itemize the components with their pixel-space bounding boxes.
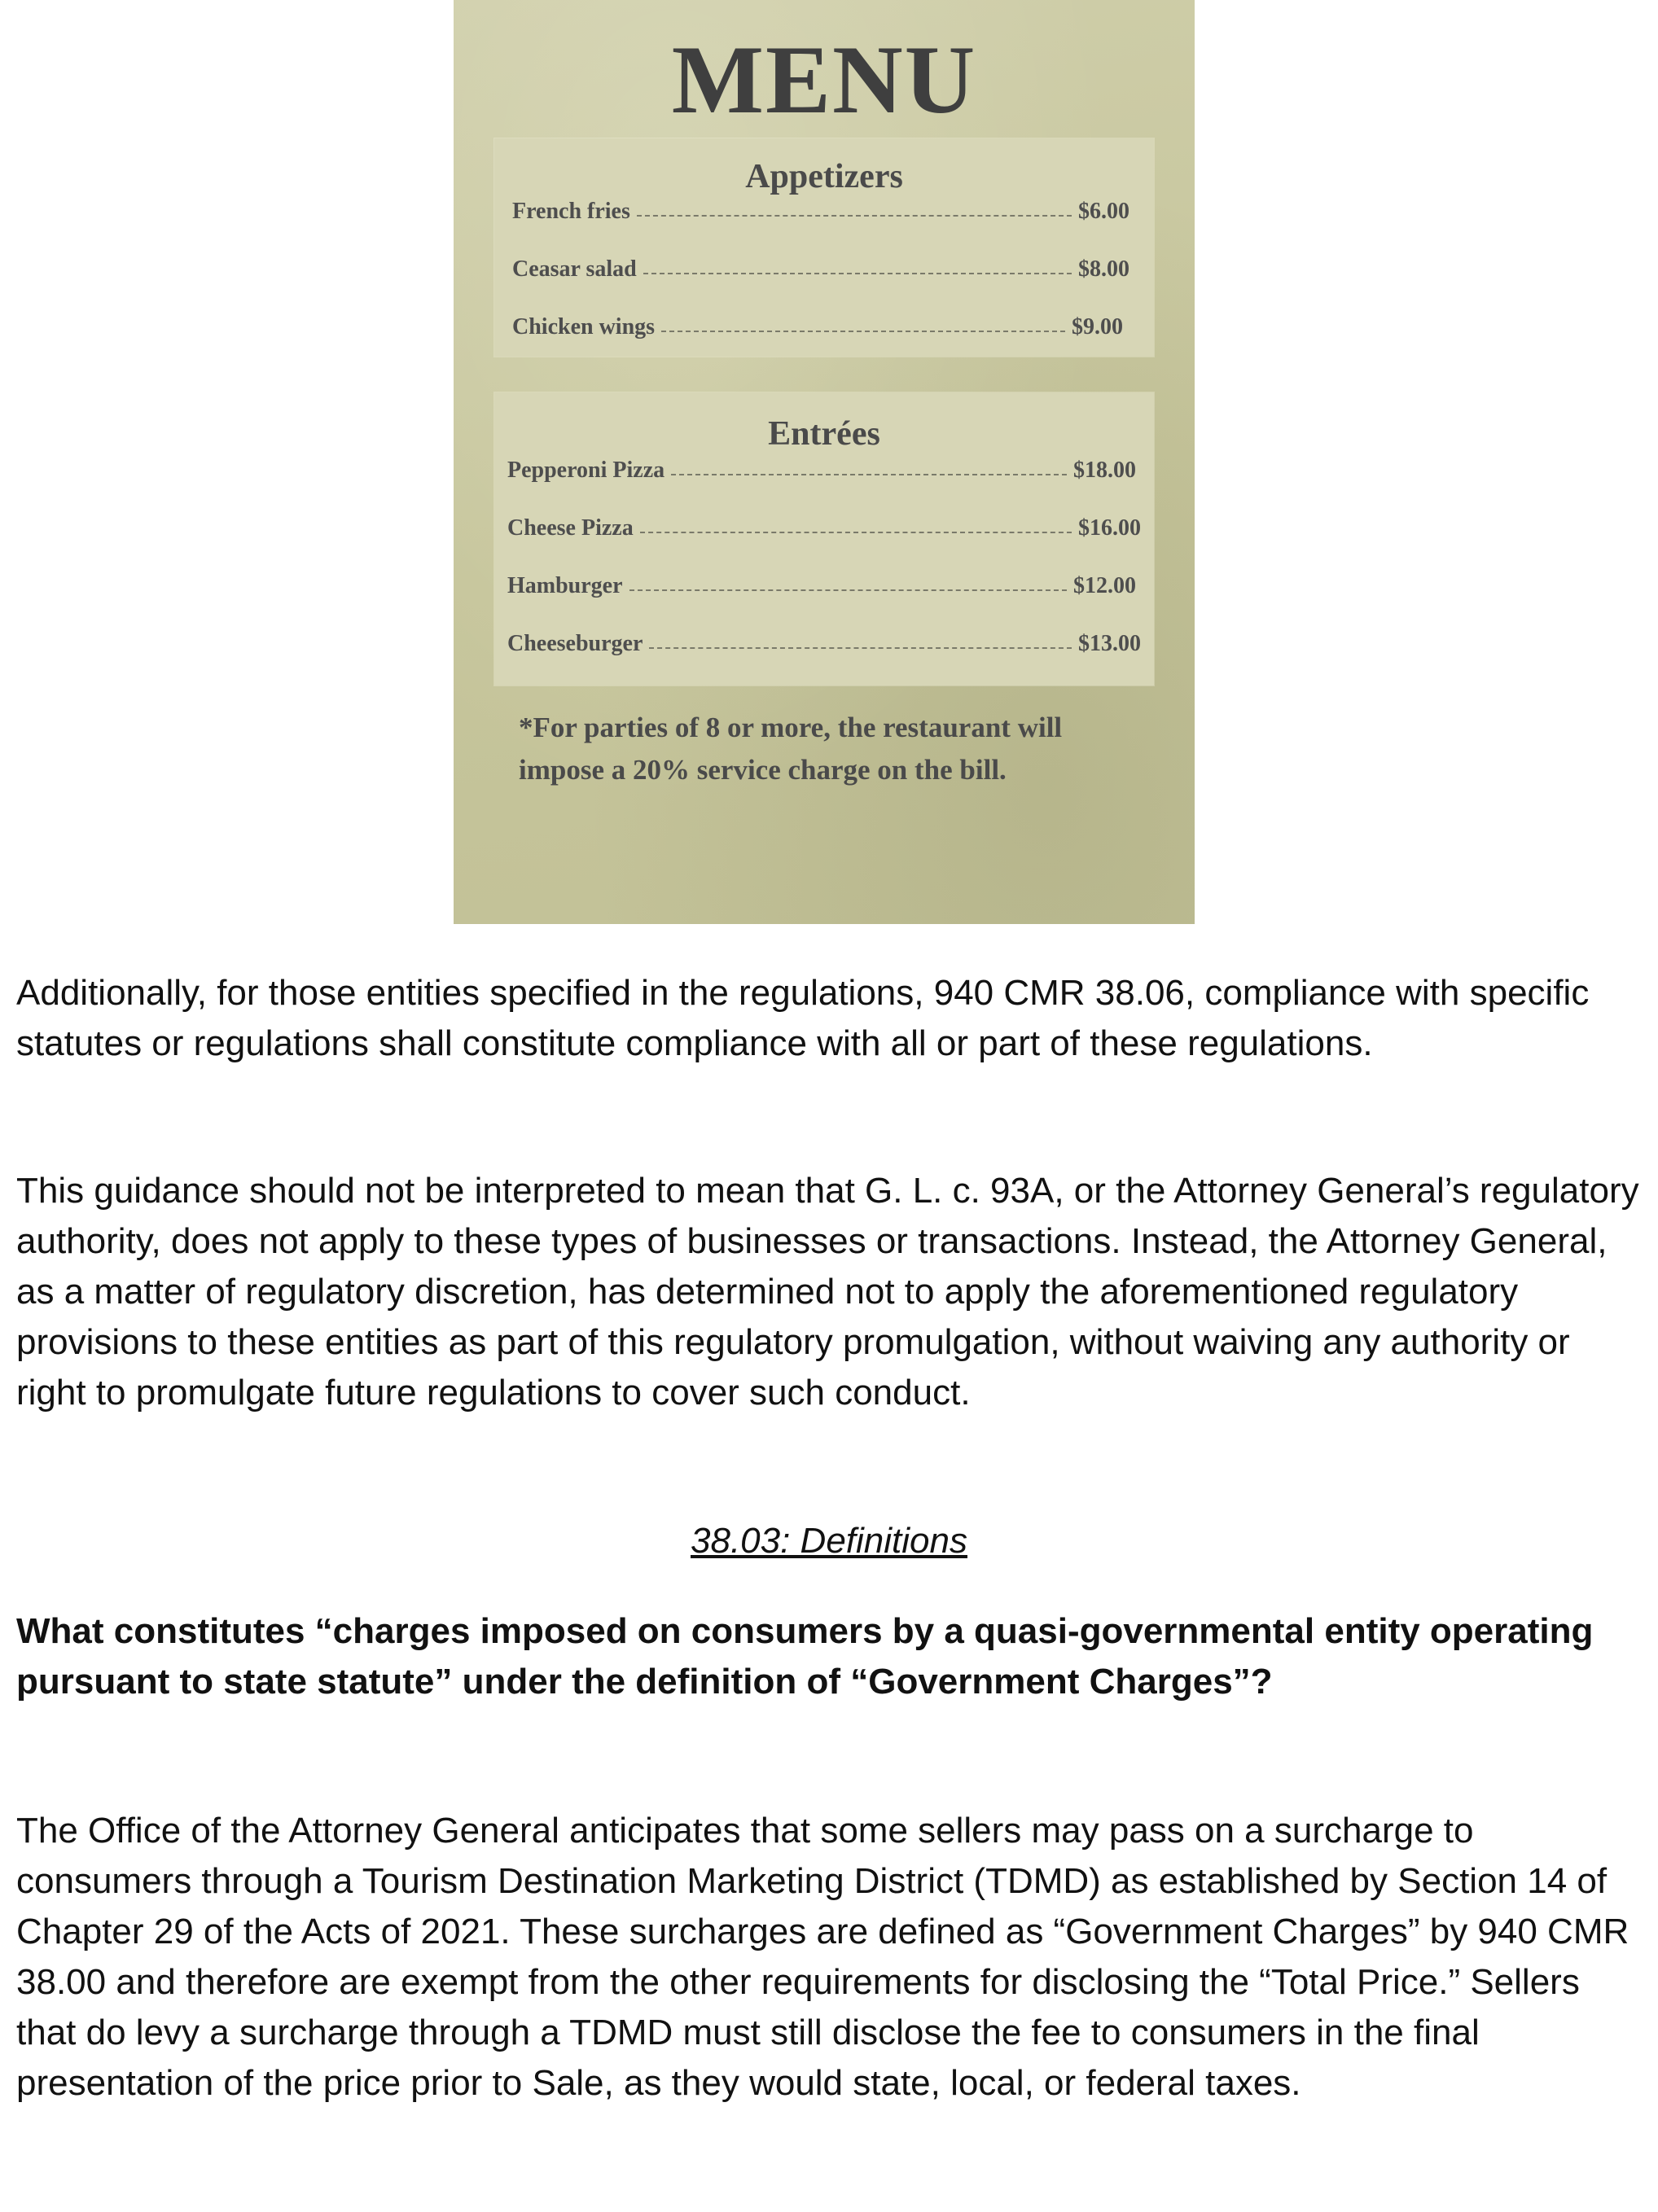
menu-item-price: $9.00: [1072, 314, 1123, 339]
menu-image: [454, 0, 1195, 924]
entrees-heading: Entrées: [768, 415, 880, 453]
menu-item: [507, 456, 1136, 484]
service-charge-note: *For parties of 8 or more, the restaurant will impose a 20% service charge on the bill.: [519, 712, 1063, 786]
leader-dots: [671, 474, 1067, 475]
entrees-panel: [494, 392, 1154, 686]
menu-item-name: Cheese Pizza: [507, 515, 634, 541]
menu-item-name: French fries: [512, 199, 630, 224]
leader-dots: [629, 589, 1067, 591]
menu-item-name: Hamburger: [507, 573, 623, 598]
leader-dots: [649, 647, 1072, 649]
menu-item-price: $12.00: [1073, 573, 1136, 598]
leader-dots: [643, 273, 1072, 274]
paragraph-compliance: Additionally, for those entities specified in the regulations, 940 CMR 38.06, compliance with specific statutes or regulations shall constitute compliance with all or part of these regulations.: [16, 973, 1590, 1063]
menu-item: [507, 514, 1141, 541]
menu-item-price: $13.00: [1078, 631, 1141, 656]
leader-dots: [640, 532, 1072, 533]
faq-question: What constitutes “charges imposed on consumers by a quasi-governmental entity operating pursuant to state statute” under the definition of “Government Charges”?: [16, 1611, 1594, 1702]
paragraph-guidance: This guidance should not be interpreted to mean that G. L. c. 93A, or the Attorney General’s regulatory authority, does not apply to these types of businesses or transactions. Instead, the Attorney General, as a matter of regulatory discretion, has determined not to apply the aforementioned regulatory provisions to these entities as part of this regulatory promulgation, without waiving any authority or right to promulgate future regulations to cover such conduct.: [16, 1171, 1639, 1413]
menu-item-price: $6.00: [1078, 199, 1129, 224]
menu-item: [512, 197, 1129, 225]
menu-item-name: Cheeseburger: [507, 631, 643, 656]
menu-item-name: Pepperoni Pizza: [507, 458, 665, 483]
menu-item: [507, 572, 1136, 599]
menu-item-name: Ceasar salad: [512, 256, 637, 282]
section-heading-definitions: 38.03: Definitions: [691, 1521, 967, 1561]
menu-item-price: $16.00: [1078, 515, 1141, 541]
appetizers-heading: Appetizers: [745, 158, 903, 195]
leader-dots: [661, 331, 1065, 332]
menu-item-name: Chicken wings: [512, 314, 656, 339]
appetizers-panel: [494, 138, 1154, 357]
menu-item: [512, 255, 1129, 283]
leader-dots: [637, 215, 1072, 217]
paragraph-answer: The Office of the Attorney General anticipates that some sellers may pass on a surcharge to consumers through a Tourism Destination Marketing District (TDMD) as established by Section 14 of Chapter 29 of the Acts of 2021. These surcharges are defined as “Government Charges” by 940 CMR 38.00 and therefore are exempt from the other requirements for disclosing the “Total Price.” Sellers that do levy a surcharge through a TDMD must still disclose the fee to consumers in the final presentation of the price prior to Sale, as they would state, local, or federal taxes.: [16, 1811, 1629, 2103]
menu-item: [507, 629, 1141, 657]
menu-title: MENU: [671, 25, 977, 134]
menu-item: [512, 313, 1123, 340]
menu-item-price: $8.00: [1078, 256, 1129, 282]
menu-item-price: $18.00: [1073, 458, 1136, 483]
